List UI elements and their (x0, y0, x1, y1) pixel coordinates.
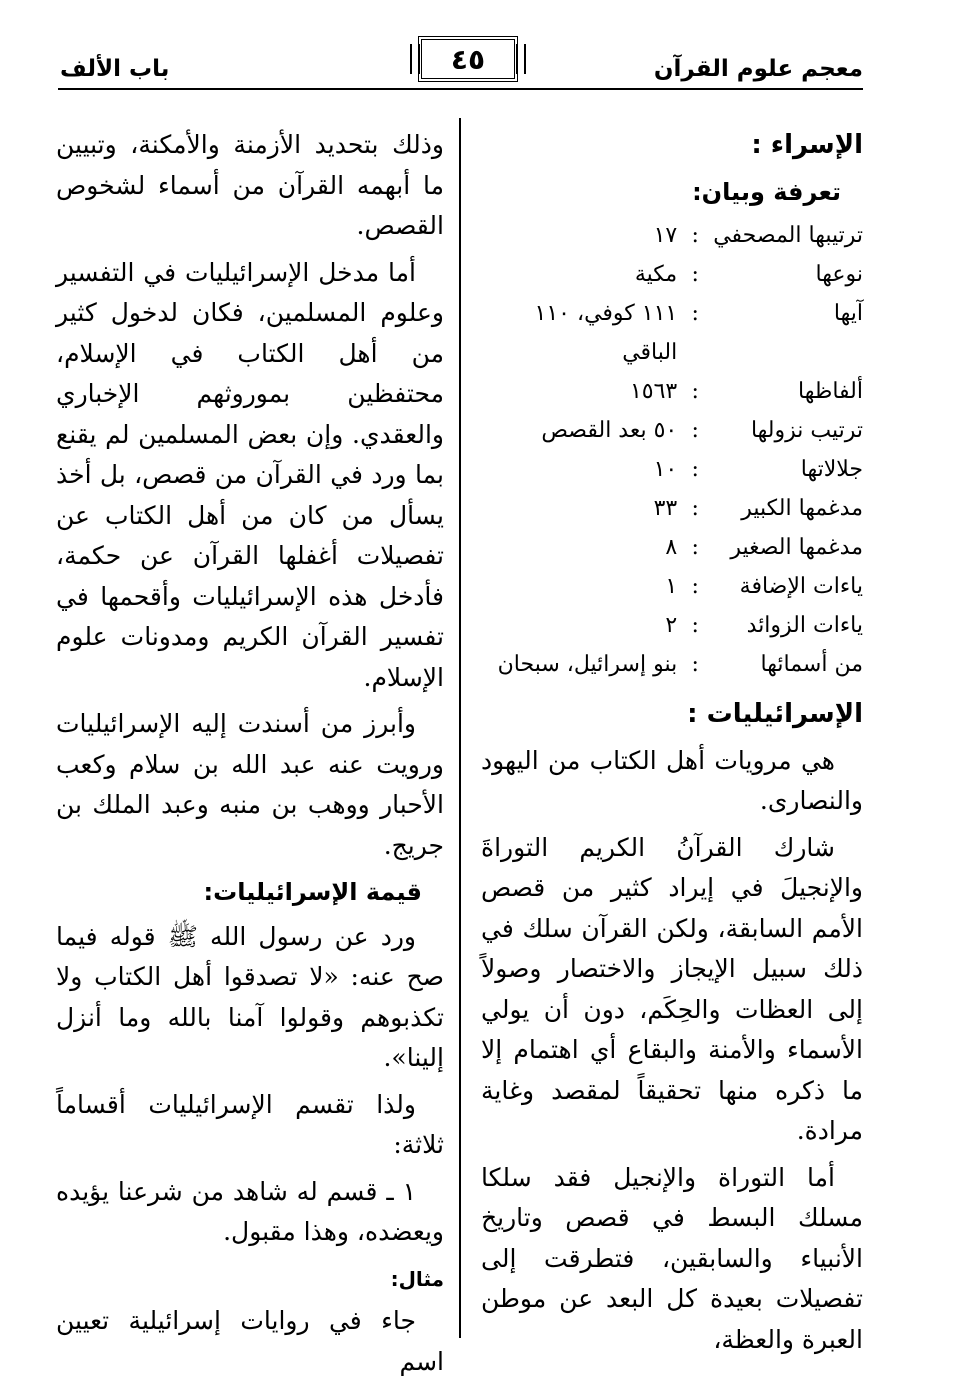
info-value: ١٠ (653, 457, 678, 482)
paragraph: شارك القرآنُ الكريم التوراةَ والإنجيلَ في إيراد كثير من قصص الأمم السابقة، ولكن القرآن سلك في ذلك سبيل الإيجاز والاختصار وصولاً إلى العظات والحِكَم، دون أن يولي الأسماء والأمنة والبقاع أي اهتمام إلا ما ذكره منها تحقيقاً لمقصد وغاية مرادة. (481, 832, 863, 1145)
info-label: ياءات الزوائد (746, 613, 863, 638)
paragraph: وأبرز من أسندت إليه الإسرائيليات ورويت عنه عبد الله بن سلام وكعب الأحبار ووهب بن منبه وعبد الملك بن جريج. (56, 709, 444, 860)
info-value: مكية (634, 262, 678, 287)
page-number (418, 36, 518, 82)
paragraph: هي مرويات أهل الكتاب من اليهود والنصارى. (481, 745, 863, 815)
info-row (481, 450, 863, 489)
info-value: بنو إسرائيل، سبحان (497, 652, 678, 677)
info-row (481, 606, 863, 645)
info-label: من أسمائها (760, 652, 863, 677)
section-heading-isra: الإسراء : (751, 130, 863, 160)
info-value: ١٧ (653, 223, 678, 248)
info-separator: : (691, 418, 699, 443)
paragraph: ورد عن رسول الله ﷺ قوله فيما صح عنه: «لا تصدقوا أهل الكتاب ولا تكذبوهم وقولوا آمنا بالله وما أنزل إلينا». (56, 921, 444, 1072)
info-separator: : (691, 652, 699, 677)
column-divider (459, 118, 461, 1338)
info-separator: : (691, 223, 699, 248)
info-value: ٢ (665, 613, 678, 638)
info-subheading: تعرفة وبيان: (692, 177, 841, 206)
info-label: جلالاتها (800, 457, 863, 482)
page-number-text: ٤٥ (450, 42, 486, 76)
info-label: ترتيب نزولها (750, 418, 863, 443)
info-label: ألفاظها (797, 379, 863, 404)
info-separator: : (691, 457, 699, 482)
info-label: ترتيبها المصحفي (713, 223, 863, 248)
book-title: معجم علوم القرآن (653, 56, 863, 82)
info-row (481, 216, 863, 255)
info-row (481, 294, 863, 372)
info-separator: : (691, 613, 699, 638)
section-heading-israiliyyat: الإسرائيليات : (687, 699, 863, 729)
info-separator: : (691, 574, 699, 599)
paragraph: أما مدخل الإسرائيليات في التفسير وعلوم المسلمين، فكان لدخول كثير من أهل الكتاب في الإسلام، محتفظين بموروثهم الإخباري والعقدي. وإن بعض المسلمين لم يقنع بما ورد في القرآن من قصص، بل أخذ يسأل من كان من أهل الكتاب عن تفصيلات أغفلها القرآن عن حكمة، فأدخل هذه الإسرائيليات وأقحمها في تفسير القرآن الكريم ومدونات علوم الإسلام. (56, 257, 444, 692)
paragraph: وذلك بتحديد الأزمنة والأمكنة، وتبيين ما أبهمه القرآن من أسماء لشخوص القصص. (56, 130, 444, 240)
info-row (481, 411, 863, 450)
paragraph: ولذا تقسم الإسرائيليات أقساماً ثلاثة: (56, 1089, 444, 1159)
info-row (481, 255, 863, 294)
info-value: ١١١ كوفي، ١١٠ الباقي (534, 301, 678, 365)
info-value: ١ (665, 574, 678, 599)
info-value: ٨ (665, 535, 678, 560)
info-row (481, 567, 863, 606)
info-value: ١٥٦٣ (629, 379, 678, 404)
info-row (481, 489, 863, 528)
paragraph: ١ ـ قسم له شاهد من شرعنا يؤيده ويعضده، وهذا مقبول. (56, 1176, 444, 1246)
info-separator: : (691, 496, 699, 521)
info-separator: : (691, 379, 699, 404)
paragraph: أما التوراة والإنجيل فقد سلكا مسلك البسط في قصص وتاريخ الأنبياء والسابقين، فتطرقت إلى تفصيلات بعيدة كل البعد عن موطن العبرة والعظة، (481, 1162, 863, 1354)
info-row (481, 645, 863, 684)
chapter-title: باب الألف (60, 56, 170, 82)
value-heading: قيمة الإسرائيليات: (203, 878, 422, 906)
info-label: نوعها (815, 262, 863, 287)
left-column (56, 125, 444, 1388)
header-rule (58, 88, 863, 90)
info-value: ٥٠ بعد القصص (541, 418, 678, 443)
surah-info-table (481, 216, 863, 684)
info-separator: : (691, 301, 699, 326)
info-row (481, 528, 863, 567)
info-value: ٣٣ (653, 496, 678, 521)
info-row (481, 372, 863, 411)
right-column (481, 125, 863, 1366)
info-label: مدغمها الكبير (741, 496, 863, 521)
info-label: آيها (833, 301, 863, 326)
info-separator: : (691, 535, 699, 560)
info-label: ياءات الإضافة (739, 574, 863, 599)
info-label: مدغمها الصغير (730, 535, 863, 560)
example-heading: مثال: (390, 1266, 444, 1291)
paragraph: جاء في روايات إسرائيلية تعيين اسم (56, 1306, 444, 1376)
info-separator: : (691, 262, 699, 287)
